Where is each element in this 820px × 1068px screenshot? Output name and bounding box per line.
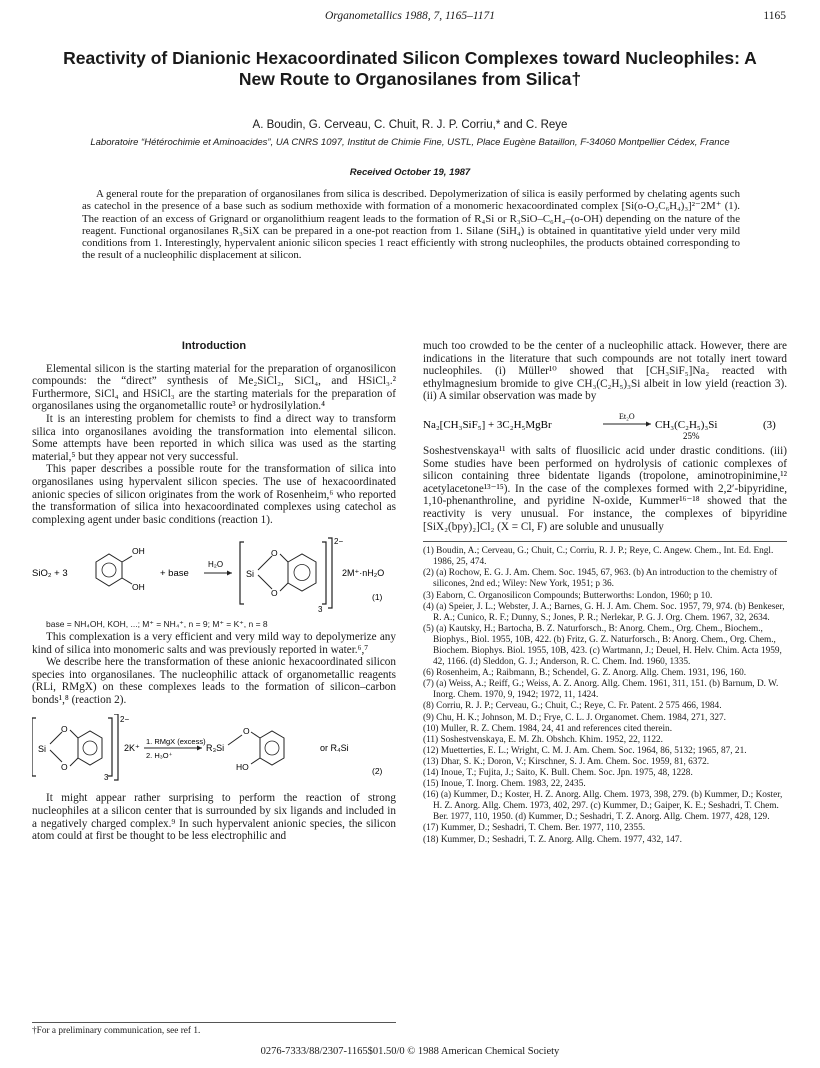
benzene-ring-icon [96,554,122,586]
page-number: 1165 [763,10,786,22]
reference-item: (4) (a) Speier, J. L.; Webster, J. A.; Barnes, G. H. J. Am. Chem. Soc. 1957, 79, 974. (b) Benkeser, R. A.; Cunico, R. F.; Dunny, S.; Jones, P. R.; Nerlekar, P. G. J. Org. Chem. 1967, 32, 2634. [423,601,785,623]
eq3-over: Et₂O [619,411,635,421]
benzene-ring-icon [78,731,102,765]
scheme2-counterion: 2K⁺ [124,743,140,754]
reference-item: (1) Boudin, A.; Cerveau, G.; Chuit, C.; Corriu, R. J. P.; Reye, C. Angew. Chem., Int. Ed. Engl. 1986, 25, 474. [423,546,774,568]
reference-item: (3) Eaborn, C. Organosilicon Compounds; Butterworths: London, 1960; p 10. [423,590,713,601]
article-title: Reactivity of Dianionic Hexacoordinated Silicon Complexes toward Nucleophiles: A New Route to Organosilanes from Silica† [63,48,757,89]
reference-item: (5) (a) Kautsky, H.; Bartocha, B. Z. Naturforsch., B: Anorg. Chem., Org. Chem., Biochem., Biophys., Biol. 1955, 10B, 422. (b) Fritz, G. Z. Naturforsch., B: Anorg. Chem., Org. Chem., Biochem. Biophys. Biol. 1955, 10B, 423. (c) Wartmann, J.; Deuel, H. Helv. Chim. Acta 1959, 42, 1166. (d) Sleddon, G. J.; Anderson, R. C. Chem. Ind. 1960, 1335. [423,623,782,668]
scheme-2-drawing [32,714,396,782]
scheme1-subscript: 3 [318,605,323,615]
scheme2-o-top: O [61,724,68,735]
eq3-lhs: Na₂[CH₃SiF₅] + 3C₂H₅MgBr [423,418,552,431]
reaction-scheme-1 [32,532,396,616]
reference-item: (2) (a) Rochow, E. G. J. Am. Chem. Soc. 1945, 67, 963. (b) An introduction to the chemistry of silicones, 2nd ed.; Wiley: New York, 1951; p 36. [423,568,778,590]
reference-item: (10) Muller, R. Z. Chem. 1984, 24, 41 and references cited therein. [423,723,673,734]
scheme2-ho: HO [236,762,249,773]
scheme2-si: Si [38,744,47,755]
paragraph: much too crowded to be the center of a nucleophilic attack. However, there are indications in the literature that such compounds are not totally inert toward nucleophiles. (i) Müller¹⁰ showed that [CH₃SiF₅]Na₂ reacted with ethylmagnesium bromide to give CH₃(C₂H₅)₃Si albeit in low yield (reaction 3). (ii) A similar observation was made by [423,340,787,403]
eq3-yield: 25% [683,430,700,441]
equation-3 [423,411,787,441]
affiliation: Laboratoire “Hétérochimie et Aminoacides”, UA CNRS 1097, Institut de Chimie Fine, USTL, Place Eugène Bataillon, F-34060 Montpellier Cédex, France [90,137,730,148]
scheme2-o-bottom: O [61,762,68,773]
reference-item: (18) Kummer, D.; Seshadri, T. Z. Anorg. Allg. Chem. 1977, 432, 147. [423,834,682,845]
scheme1-base: + base [160,568,189,580]
benzene-ring-icon [288,554,316,591]
reference-item: (17) Kummer, D.; Seshadri, T. Chem. Ber. 1977, 110, 2355. [423,823,646,834]
abstract-text: A general route for the preparation of organosilanes from silica is described. Depolymerization of silica is easily performed by chelating agents such as catechol in the presence of a base such as sodium methoxide with formation of a monomeric hexacoordinated complex [Si(o-O₂C₆H₄)₃]²⁻2M⁺ (1). The reaction of an excess of Grignard or organolithium reagent leads to the formation of R₄Si or R₃SiO–C₆H₄–(o-OH) depending on the nature of the reagent. Functional organosilanes R₃SiX can be prepared in a one-pot reaction from 1. Silane (SiH₄) is obtained in quantitative yield under very mild conditions from 1. Interestingly, hypervalent anionic silicon species 1 react efficiently with strong nucleophiles, the products obtained corresponding to the result of a nucleophilic displacement at silicon. [82,188,740,262]
paragraph: Soshestvenskaya¹¹ with salts of fluosilicic acid under drastic conditions. (iii) Some studies have been performed on hydrolysis of cationic complexes of silicon containing three bidentate ligands (tropolone, aminotropinimine,¹² acetylacetone¹³⁻¹⁵). In the case of the complexes formed with 2,2′-bipyridine, 1,10-phenanthroline, and pyridine N-oxide, Kummer¹⁶⁻¹⁸ showed that the reactivity is very unusual. For instance, the complexes of bipyridine [SiX₂(bpy)₂]Cl₂ (X = Cl, F) are soluble and unusually [423,444,787,533]
reference-item: (14) Inoue, T.; Fujita, J.; Saito, K. Bull. Chem. Soc. Jpn. 1975, 48, 1228. [423,768,693,778]
author-list: A. Boudin, G. Cerveau, C. Chuit, R. J. P. Corriu,* and C. Reye [252,119,568,131]
scheme1-number: (1) [372,592,383,603]
scheme-1-drawing [32,532,396,616]
reference-item: (6) Rosenheim, A.; Raibmann, B.; Schendel, G. Z. Anorg. Allg. Chem. 1931, 196, 160. [423,668,747,679]
scheme2-step2: 2. H₃O⁺ [146,751,173,761]
reference-item: (12) Muetterties, E. L.; Wright, C. M. J. Am. Chem. Soc. 1964, 86, 5132; 1965, 87, 21. [423,745,747,756]
scheme1-oh-top: OH [132,546,145,557]
paragraph: We describe here the transformation of these anionic hexacoordinated silicon species into organosilanes. The nucleophilic attack of organometallic reagents (RLi, RMgX) on these complexes leads to the formation of silicon–carbon bonds¹,⁸ (reaction 2). [32,656,396,706]
reaction-scheme-2 [32,714,396,782]
scheme1-reactant: SiO₂ + 3 [32,568,68,580]
scheme1-charge: 2− [334,537,344,547]
paragraph: Elemental silicon is the starting material for the preparation of organosilicon compounds: the “direct” synthesis of Me₂SiCl₂, SiCl₄, and HSiCl₃.² Furthermore, SiCl₄ and HSiCl₃ are the starting materials for the preparation of organosilanes using the organometallic route³ or hydrosilylation.⁴ [32,362,396,413]
scheme2-product: R₃Si [206,743,225,754]
scheme2-subscript: 3 [104,773,109,783]
paragraph: This complexation is a very efficient and very mild way to depolymerize any kind of silica into monomeric salts and was previously reported in water.⁶,⁷ [32,630,396,656]
scheme1-arrow-label: H₂O [208,560,224,570]
scheme2-o: O [243,726,250,737]
reference-item: (15) Inoue, T. Inorg. Chem. 1983, 22, 2435. [423,779,586,790]
reference-item: (16) (a) Kummer, D.; Koster, H. Z. Anorg. Allg. Chem. 1973, 398, 279. (b) Kummer, D.; Koster, H. Z. Anorg. Allg. Chem. 1973, 402, 297. (c) Kummer, D.; Gaiper, K. E.; Seshadri, T. Chem. Ber. 1977, 110, 1950. (d) Kummer, D.; Seshadri, T. Z. Anorg. Allg. Chem. 1977, 428, 129. [423,790,783,823]
page-footer: 0276-7333/88/2307-1165$01.50/0 © 1988 American Chemical Society [260,1046,560,1057]
scheme1-o-bottom: O [271,588,278,599]
footnote: †For a preliminary communication, see ref 1. [32,1022,396,1036]
benzene-ring-icon [260,731,284,765]
reference-item: (9) Chu, H. K.; Johnson, M. D.; Frye, C. L. J. Organomet. Chem. 1984, 271, 327. [423,712,727,723]
paragraph: It might appear rather surprising to perform the reaction of strong nucleophiles at a silicon center that is surrounded by six ligands and included in a negatively charged complex.⁹ In such hypervalent anionic species, the silicon atom could at first be thought to be less electrophilic and [32,792,396,843]
scheme1-oh-bottom: OH [132,582,145,593]
base-definition: base = NH₄OH, KOH, ...; M⁺ = NH₄⁺, n = 9; M⁺ = K⁺, n = 8 [46,619,268,630]
reference-item: (8) Corriu, R. J. P.; Cerveau, G.; Chuit, C.; Reye, C. Fr. Patent. 2 575 466, 1984. [423,701,722,712]
reference-item: (13) Dhar, S. K.; Doron, V.; Kirschner, S. J. Am. Chem. Soc. 1959, 81, 6372. [423,756,710,767]
paragraph: It is an interesting problem for chemists to find a direct way to transform silica into organosilanes avoiding the transformation into elemental silicon. Some attempts have been reported in which silica was used as the starting material,⁵ but they appear not very successful. [32,412,396,463]
scheme2-or: or R₄Si [320,743,349,754]
scheme1-si: Si [246,569,255,580]
reference-item: (7) (a) Weiss, A.; Reiff, G.; Weiss, A. Z. Anorg. Allg. Chem. 1961, 311, 151. (b) Barnum, D. W. Inorg. Chem. 1970, 9, 1942; 1972, 11, 1424. [423,679,779,701]
paragraph: This paper describes a possible route for the transformation of silica into organosilanes using hypervalent silicon species. The use of hexacoordinated anionic species of silicon originates from the work of Rosenheim,⁶ who reported the transformation of silica into hexacoordinated complexes using catechol as complexing agent under basic conditions (reaction 1). [32,463,396,526]
journal-header: Organometallics 1988, 7, 1165–1171 [324,10,496,22]
scheme2-charge: 2− [120,715,130,725]
received-date: Received October 19, 1987 [349,167,471,178]
left-column [32,340,396,843]
equation-3-drawing [423,411,787,441]
scheme1-counterion: 2M⁺·nH₂O [342,568,385,579]
section-heading-introduction: Introduction [181,340,247,352]
scheme2-number: (2) [372,766,383,777]
scheme1-o-top: O [271,548,278,559]
reference-item: (11) Soshestvenskaya, E. M. Zh. Obshch. Khim. 1952, 22, 1122. [423,734,663,745]
scheme2-step1: 1. RMgX (excess) [146,737,206,747]
reference-list [423,541,787,846]
right-column [423,340,787,846]
eq3-number: (3) [763,418,776,431]
eq3-rhs: CH₃(C₂H₅)₃Si [655,418,718,431]
abstract [82,188,740,262]
